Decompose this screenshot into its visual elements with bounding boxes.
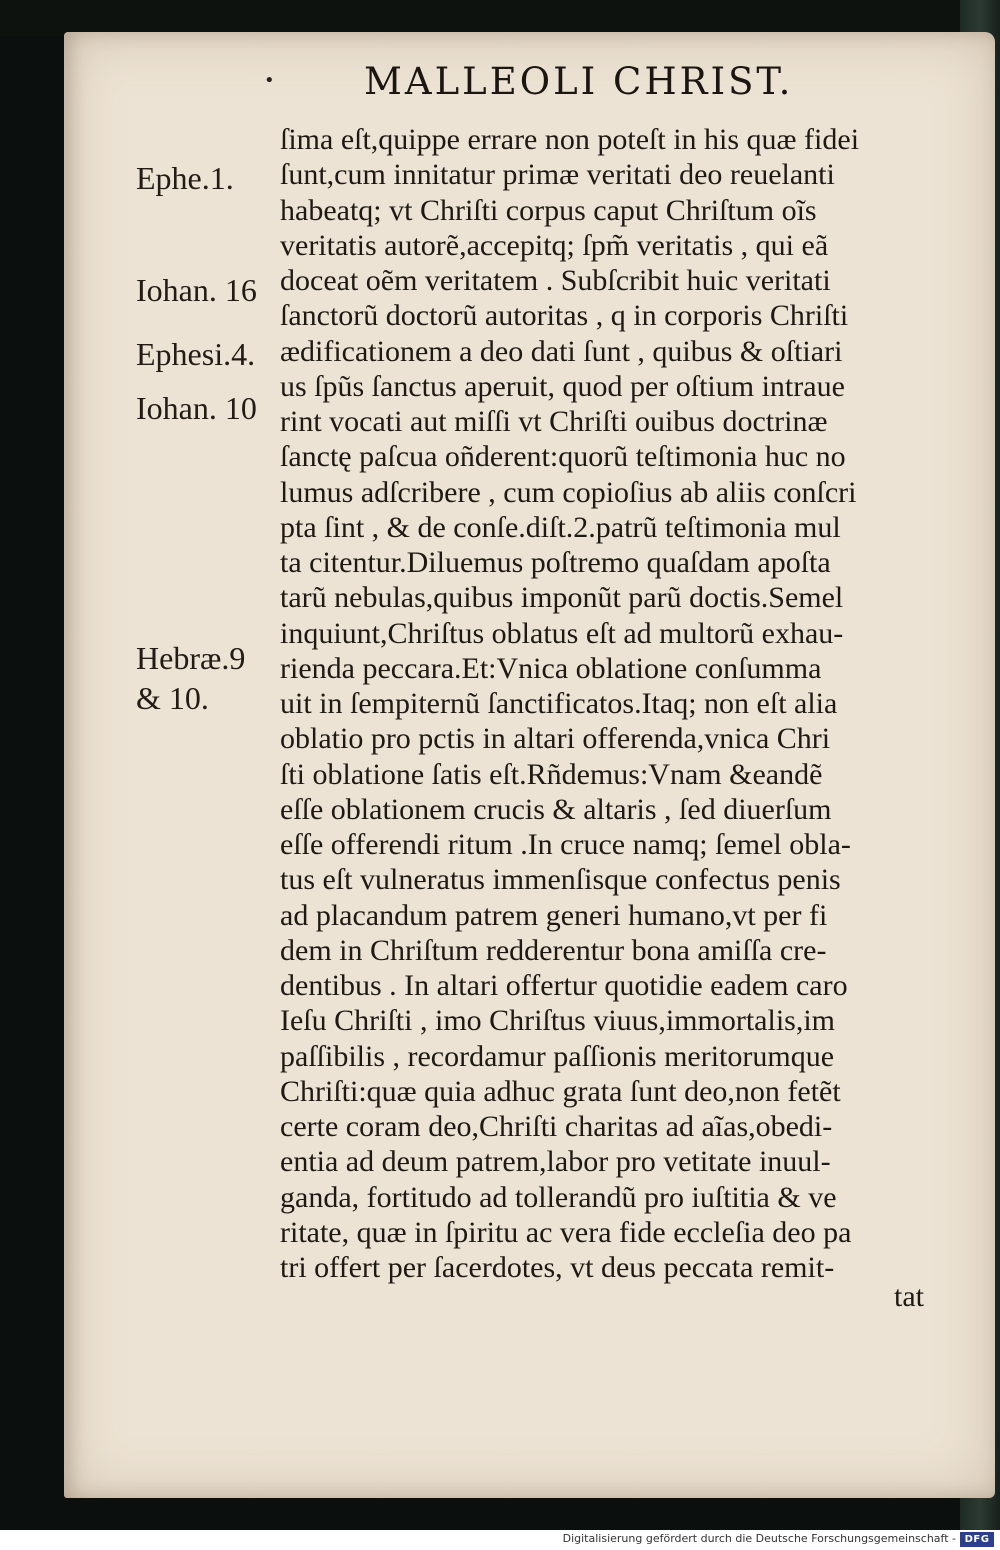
text-line: ad placandum patrem generi humano,vt per fi bbox=[280, 898, 828, 932]
digitization-footer bbox=[0, 1530, 1000, 1550]
scan-top-background bbox=[0, 0, 1000, 36]
text-line: tri offert per ſacerdotes, vt deus peccata remit- bbox=[280, 1251, 835, 1284]
margin-note: & 10. bbox=[136, 680, 209, 716]
dfg-logo[interactable]: DFG bbox=[960, 1532, 994, 1547]
text-line: ganda, fortitudo ad tollerandũ pro iuſtitia & ve bbox=[280, 1180, 837, 1214]
text-line: doceat oẽm veritatem . Subſcribit huic veritati bbox=[280, 264, 831, 297]
footer-credit-text: Digitalisierung gefördert durch die Deutsche Forschungsgemeinschaft - bbox=[562, 1532, 956, 1545]
margin-note: Iohan. 16 bbox=[136, 272, 257, 308]
text-line: rint vocati aut miſſi vt Chriſti ouibus doctrinæ bbox=[280, 405, 828, 438]
text-line: dentibus . In altari offertur quotidie eadem caro bbox=[280, 969, 848, 1002]
text-line: ſima eſt,quippe errare non poteſt in his quæ fidei bbox=[280, 123, 860, 156]
text-line: oblatio pro pctis in altari offerenda,vnica Chri bbox=[280, 722, 831, 756]
margin-note: Ephesi.4. bbox=[136, 336, 256, 372]
text-line: ſti oblatione ſatis eſt.Rñdemus:Vnam &eandẽ bbox=[280, 757, 823, 791]
text-line: dem in Chriſtum redderentur bona amiſſa cre- bbox=[280, 933, 827, 967]
book-page bbox=[64, 32, 995, 1498]
text-line: pta ſint , & de conſe.diſt.2.patrũ teſtimonia mul bbox=[280, 510, 841, 544]
margin-note: Hebræ.9 bbox=[136, 640, 246, 676]
text-line: us ſpũs ſanctus aperuit, quod per oſtium intraue bbox=[280, 369, 845, 403]
text-line: ſanctorũ doctorũ autoritas , q in corporis Chriſti bbox=[280, 299, 849, 333]
text-line: eſſe offerendi ritum .In cruce namq; ſemel obla- bbox=[280, 828, 851, 861]
margin-note: Ephe.1. bbox=[136, 160, 234, 196]
margin-note: Iohan. 10 bbox=[136, 390, 257, 426]
text-line: inquiunt,Chriſtus oblatus eſt ad multorũ exhau- bbox=[280, 616, 844, 650]
text-line: ritate, quæ in ſpiritu ac vera fide eccleſia deo pa bbox=[280, 1215, 852, 1249]
text-line: uit in ſempiternũ ſanctificatos.Itaq; non eſt alia bbox=[280, 687, 838, 720]
text-line: ta citentur.Diluemus poſtremo quaſdam apoſta bbox=[280, 546, 831, 579]
running-head: MALLEOLI CHRIST. bbox=[364, 60, 794, 103]
text-line: Ieſu Chriſti , imo Chriſtus viuus,immortalis,im bbox=[280, 1004, 835, 1038]
text-line: tus eſt vulneratus immenſisque confectus penis bbox=[280, 863, 841, 897]
text-line: habeatq; vt Chriſti corpus caput Chriſtum oĩs bbox=[280, 193, 817, 227]
text-line: ſunt,cum innitatur primæ veritati deo reuelanti bbox=[280, 158, 835, 192]
text-line: paſſibilis , recordamur paſſionis meritorumque bbox=[280, 1039, 835, 1073]
text-line: lumus adſcribere , cum copioſius ab aliis conſcri bbox=[280, 475, 857, 509]
text-line: tarũ nebulas,quibus imponũt parũ doctis.Semel bbox=[280, 581, 844, 615]
text-line: eſſe oblationem crucis & altaris , ſed diuerſum bbox=[280, 792, 832, 826]
text-line: Chriſti:quæ quia adhuc grata ſunt deo,non fetẽt bbox=[280, 1074, 841, 1108]
folio-mark: • bbox=[264, 70, 275, 91]
text-line: rienda peccara.Et:Vnica oblatione conſumma bbox=[280, 651, 822, 685]
catchword: tat bbox=[894, 1280, 924, 1313]
text-line: certe coram deo,Chriſti charitas ad aĩas,obedi- bbox=[280, 1110, 833, 1143]
text-line: veritatis autorẽ,accepitq; ſpm̃ veritatis , qui eã bbox=[280, 228, 829, 262]
text-line: entia ad deum patrem,labor pro vetitate inuul- bbox=[280, 1145, 831, 1179]
text-line: ædificationem a deo dati ſunt , quibus & oſtiari bbox=[280, 334, 843, 368]
body-text-block bbox=[280, 122, 940, 1285]
text-line: ſanctę paſcua oñderent:quorũ teſtimonia huc no bbox=[280, 440, 846, 474]
